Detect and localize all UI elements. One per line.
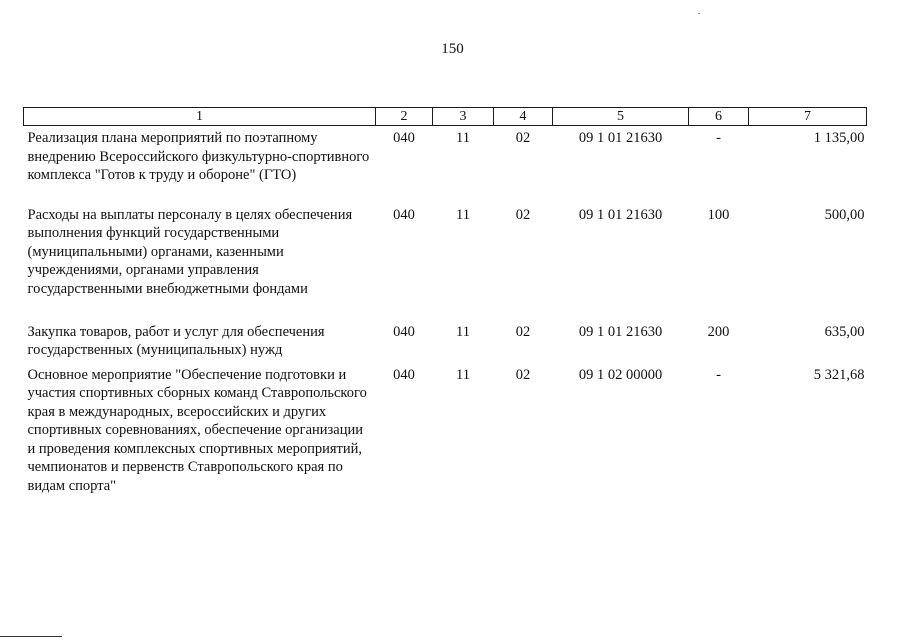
row-col7: 635,00 — [824, 323, 865, 340]
table-row — [24, 126, 867, 206]
row-col5: 09 1 01 21630 — [578, 323, 663, 340]
header-col-6: 6 — [689, 108, 749, 126]
row-name: Закупка товаров, работ и услуг для обеспечения государственных (муниципальных) нужд — [27, 323, 325, 358]
row-name: Расходы на выплаты персоналу в целях обеспечения выполнения функций государственными (муниципальными) органами, казенными учреждениями, органами управления государственными внебюджетными фондами — [27, 206, 353, 297]
header-col-3: 3 — [433, 108, 494, 126]
row-col3: 11 — [456, 206, 470, 223]
row-col6: 200 — [707, 323, 730, 340]
row-col2: 040 — [393, 206, 415, 223]
row-col4: 02 — [515, 366, 531, 383]
row-col2: 040 — [393, 323, 415, 340]
row-col7: 1 135,00 — [813, 130, 865, 146]
page-number: 150 — [441, 41, 464, 57]
header-col-4: 4 — [494, 108, 553, 126]
table-row — [24, 323, 867, 366]
row-col5: 09 1 01 21630 — [578, 130, 663, 146]
row-col4: 02 — [515, 323, 531, 340]
row-col3: 11 — [456, 130, 470, 146]
row-col4: 02 — [515, 206, 531, 223]
row-col7: 5 321,68 — [813, 366, 865, 383]
scan-speck — [698, 13, 700, 14]
row-col2: 040 — [393, 130, 415, 146]
budget-table — [23, 107, 867, 495]
row-col3: 11 — [456, 323, 470, 340]
row-col7: 500,00 — [824, 206, 865, 223]
row-col3: 11 — [456, 366, 470, 383]
row-col5: 09 1 02 00000 — [578, 366, 663, 383]
row-col5: 09 1 01 21630 — [578, 206, 663, 223]
row-col6: 100 — [707, 206, 730, 223]
bottom-edge-line — [0, 636, 62, 637]
header-row — [24, 108, 867, 126]
row-col6: - — [716, 130, 721, 146]
row-col6: - — [716, 366, 721, 383]
header-col-7: 7 — [749, 108, 867, 126]
header-col-5: 5 — [553, 108, 689, 126]
header-col-1: 1 — [24, 108, 376, 126]
row-name: Реализация плана мероприятий по поэтапному внедрению Всероссийского физкультурно-спортивного комплекса "Готов к труду и обороне" (ГТО) — [27, 130, 370, 183]
table-row — [24, 366, 867, 496]
row-col2: 040 — [393, 366, 415, 383]
row-name: Основное мероприятие "Обеспечение подготовки и участия спортивных сборных команд Ставропольского края в международных, всероссийских и других спортивных соревнованиях, обеспечение организации и проведения комплексных спортивных мероприятий, чемпионатов и первенств Ставропольского края по видам спорта" — [27, 366, 367, 494]
header-col-2: 2 — [376, 108, 433, 126]
table-row — [24, 206, 867, 323]
row-col4: 02 — [515, 130, 531, 146]
